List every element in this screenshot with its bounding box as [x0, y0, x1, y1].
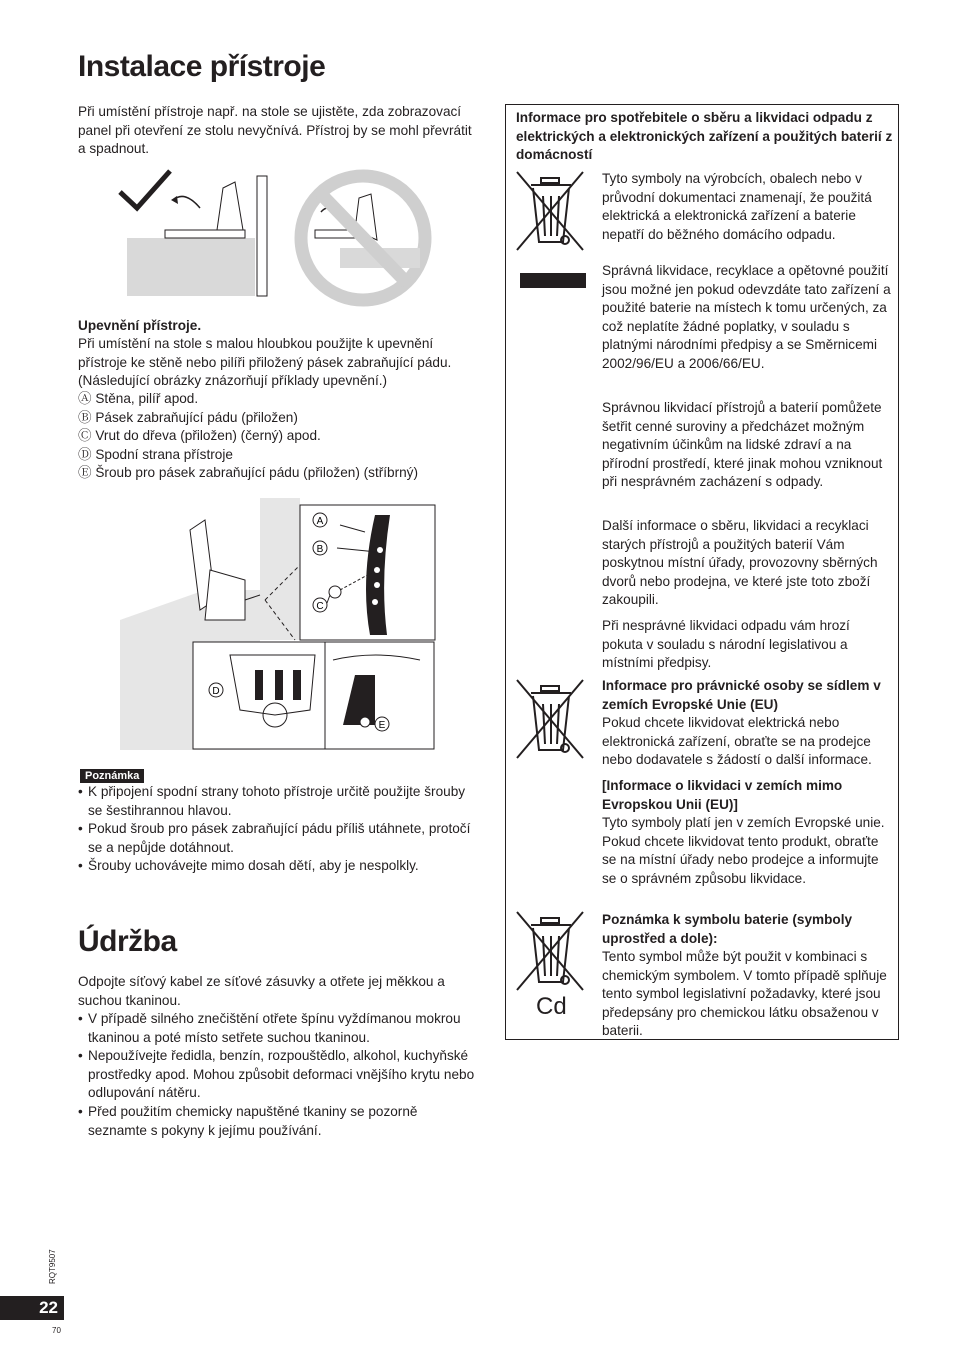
fix-item: Ⓒ Vrut do dřeva (přiložen) (černý) apod.	[78, 428, 321, 444]
maintenance-title: Údržba	[78, 925, 177, 958]
battery-text: Tento symbol může být použit v kombinaci s chemickým symbolem. V tomto případě splňuje tento symbol legislativní požadavky, které jsou předepsány pro chemickou látku obsaženou v baterii.	[602, 949, 887, 1039]
maintenance-item: • Nepoužívejte ředidla, benzín, rozpouštědlo, alkohol, kuchyňské prostředky apod. Mohou způsobit deformaci vnějšího krytu nebo odlupování nátěru.	[78, 1047, 478, 1103]
crossed-bin-icon	[513, 910, 587, 995]
label-d	[209, 683, 223, 697]
svg-text:D: D	[212, 686, 220, 697]
cd-label: Cd	[536, 993, 567, 1020]
svg-text:C: C	[316, 601, 324, 612]
fix-item: Ⓑ Pásek zabraňující pádu (přiložen)	[78, 409, 298, 425]
page-number: 22	[0, 1296, 64, 1320]
fix-text: Při umístění na stole s malou hloubkou použijte k upevnění přístroje ke stěně nebo pilíři přiložený pásek zabraňující pádu. (Následující obrázky znázorňují příklady upevnění.)	[78, 336, 452, 389]
crossed-bin-icon	[513, 170, 587, 290]
maintenance-item: • V případě silného znečištění otřete špínu vyždímanou mokrou tkaninou a poté místo setřete suchou tkaninou.	[78, 1010, 478, 1047]
note-item: • Šrouby uchovávejte mimo dosah dětí, aby je nespolkly.	[78, 857, 478, 876]
doc-code: RQT9507	[48, 1249, 57, 1284]
maintenance-list	[78, 1010, 478, 1140]
note-item: • Pokud šroub pro pásek zabraňující pádu příliš utáhnete, protočí se a nepůjde dotáhnout.	[78, 820, 478, 857]
non-eu-text: Tyto symboly platí jen v zemích Evropské unie. Pokud chcete likvidovat tento produkt, obraťte se na místní úřady nebo prodejce a informujte se o správném způsobu likvidace.	[602, 815, 885, 886]
info-p5: Při nesprávné likvidaci odpadu vám hrozí pokuta v souladu s národní legislativou a místními předpisy.	[602, 618, 850, 671]
info-p3: Správnou likvidací přístrojů a baterií pomůžete šetřit cenné suroviny a předcházet možným negativním účinkům na lidské zdraví a na přírodní prostředí, které jinak mohou vzniknout při nesprávném zacházení s odpady.	[602, 400, 883, 490]
eu-text: Pokud chcete likvidovat elektrická nebo elektronická zařízení, obraťte se na prodejce nebo dodavatele s žádostí o další informace.	[602, 715, 872, 768]
label-c	[313, 598, 327, 612]
eu-title: Informace pro právnické osoby se sídlem v zemích Evropské Unie (EU)	[602, 678, 881, 712]
info-p1: Tyto symboly na výrobcích, obalech nebo v průvodní dokumentaci znamenají, že použitá elektrická a elektronická zařízení a baterie nepatří do běžného domácího odpadu.	[602, 171, 872, 242]
info-p2: Správná likvidace, recyklace a opětovné použití jsou možné jen pokud odevzdáte tato zařízení a použité baterie na místech k tomu určených, za což neplatíte žádné poplatky, v souladu s platnými národními předpisy a se Směrnicemi 2002/96/EU a 2006/66/EU.	[602, 263, 891, 371]
maintenance-item: • Před použitím chemicky napuštěné tkaniny se pozorně seznamte s pokyny k jejímu používání.	[78, 1103, 478, 1140]
svg-text:A: A	[316, 516, 324, 527]
checkmark-icon	[120, 171, 170, 208]
placement-illustration	[115, 168, 435, 308]
prohibited-icon	[301, 176, 425, 300]
note-item: • K připojení spodní strany tohoto přístroje určitě použijte šrouby se šestihrannou hlavou.	[78, 783, 478, 820]
label-e	[375, 717, 389, 731]
svg-text:E: E	[378, 720, 386, 731]
label-a	[313, 513, 327, 527]
install-intro: Při umístění přístroje např. na stole se ujistěte, zda zobrazovací panel při otevření ze stolu nevyčnívá. Přístroj by se mohl převrátit a spadnout.	[78, 104, 472, 157]
fix-item-list	[78, 390, 478, 483]
install-title: Instalace přístroje	[78, 50, 326, 83]
info-title: Informace pro spotřebitele o sběru a likvidaci odpadu z elektrických a elektronických zařízení a použitých baterií z domácností	[516, 110, 893, 163]
label-b	[313, 541, 327, 555]
maintenance-intro: Odpojte síťový kabel ze síťové zásuvky a otřete jej měkkou a suchou tkaninou.	[78, 974, 445, 1008]
svg-text:B: B	[316, 544, 324, 555]
fix-item: Ⓔ Šroub pro pásek zabraňující pádu (přiložen) (stříbrný)	[78, 465, 418, 481]
fix-item: Ⓓ Spodní strana přístroje	[78, 446, 233, 462]
detail-bottom-box	[193, 642, 434, 749]
mounting-diagram	[115, 490, 437, 752]
crossed-bin-icon	[513, 678, 587, 763]
battery-title: Poznámka k symbolu baterie (symboly uprostřed a dole):	[602, 912, 853, 946]
note-label: Poznámka	[80, 766, 144, 784]
note-list	[78, 783, 478, 876]
non-eu-title: [Informace o likvidaci v zemích mimo Evropskou Unii (EU)]	[602, 778, 843, 812]
fix-item: Ⓐ Stěna, pilíř apod.	[78, 391, 199, 406]
info-p4: Další informace o sběru, likvidaci a recyklaci starých přístrojů a použitých baterií Vám poskytnou místní úřady, provozovny sběrných dvorů nebo prodejna, ve které jste toto zboží zakoupili.	[602, 518, 878, 608]
fix-title: Upevnění přístroje.	[78, 318, 202, 333]
sub-page-number: 70	[52, 1326, 61, 1335]
